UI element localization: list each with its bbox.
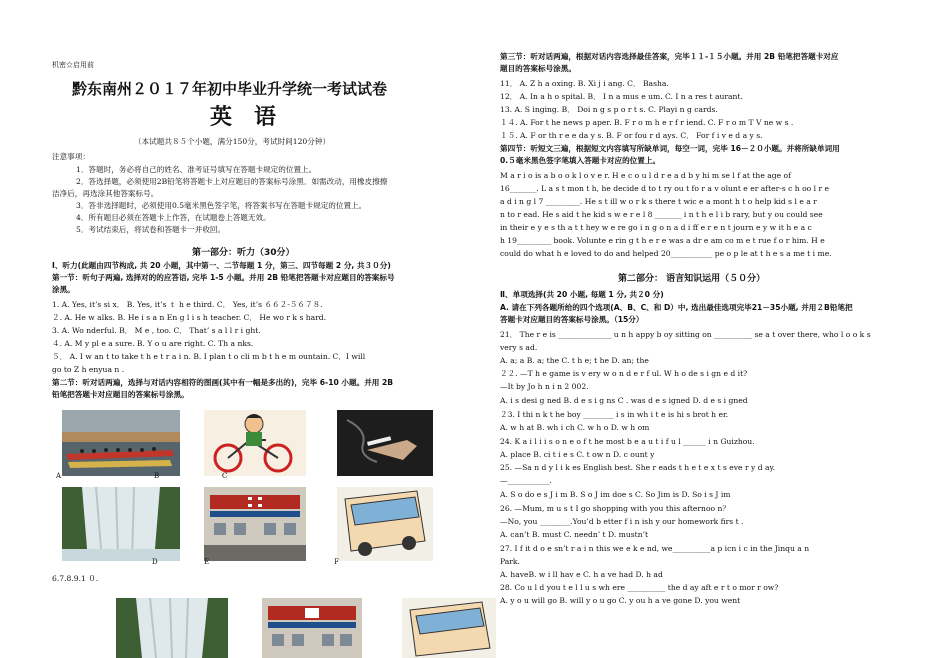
section4-instruction: 0.５毫米黑色签字笔填入答题卡对应的位置上。: [500, 156, 661, 165]
question-22: ２２. —T h e game is v ery w o n d e r f ul. W h o de s i gn e d it?: [500, 369, 748, 378]
passage-line: 16_______. L a s t mon t h, he decide d to t ry ou t fo r a v olunt e er after-s c h oo l r e: [500, 184, 830, 193]
question-25-options: A. S o do e s J i m B. S o J im doe s C. So Jim is D. So i s J im: [500, 490, 731, 499]
question-14: １４. A. For t he news p aper. B. F r o m h e r f r iend. C. F r o m T V ne w s .: [500, 118, 794, 127]
question-5: ５． A. I w an t to take t h e t r a i n. B. I plan t o cli m b t h e m ountain. C．I will: [52, 352, 366, 361]
section1-instruction: 第一节：听句子两遍, 选择对的的应答语, 完毕 1-5 小题。并用 2B 铅笔把答题卡对应题目的答案标号: [52, 273, 395, 282]
section2-instruction: 第二节：听对话两遍，选择与对话内容相符的图画(其中有一幅是多出的)，完毕 6-10 小题。并用 2B: [52, 378, 394, 387]
question-22-cont: —It by Jo h n i n 2 002.: [500, 382, 589, 391]
notice-item: 4．所有题目必须在答题卡上作答，在试题卷上答题无效。: [76, 213, 271, 222]
question-21-options: A. a; a B. a; the C. t h e; t he D. an; the: [500, 356, 649, 365]
question-3: 3. A. Wo nderful. B． M e , too. C． That’ s a l l r i ght.: [52, 326, 261, 335]
notice-item: 1．答题时，务必将自己的姓名、准考证号填写在答题卡规定的位置上。: [76, 165, 317, 174]
question-25-cont: —___________.: [500, 476, 552, 485]
question-28-options: A. y o u will go B. will y o u go C. y ou h a ve gone D. you went: [500, 596, 741, 605]
question-26-cont: —No, you ________.You’d b etter f i n ish y our homework firs t .: [500, 517, 744, 526]
question-5-cont: go to Z h enyua n .: [52, 365, 125, 374]
picture-label: B: [154, 472, 160, 480]
section3-instruction: 题目的答案标号涂黑。: [500, 64, 576, 73]
question-22-options: A. i s desi g ned B. d e s i g ns C . was d e s igned D. d e s i gned: [500, 396, 748, 405]
passage-line: a d i n g l 7 _________. He s t ill w o r k s there t wic e a mont h t o help kid s l e a r: [500, 197, 817, 206]
section1-heading: Ⅰ、听力(此题由四节构成, 共 20 小题，其中第一、二节每题 1 分，第三、四节每题 2 分, 共３０分): [52, 261, 391, 270]
notice-heading: 注意事项：: [52, 152, 90, 161]
section1-instruction: 涂黑。: [52, 285, 75, 294]
confidential-mark: 机密☆启用前: [52, 61, 94, 69]
question-2: ２. A. He w alks. B. He i s a n En g l i s h teacher. C． He wo r k s hard.: [52, 313, 327, 322]
picture-smoking: [337, 410, 433, 476]
question-21: 21． The r e is ______________ u n h appy b oy sitting on __________ se a t over there, who l o o k s: [500, 330, 871, 339]
question-24: 24. K a i l i i s o n e o f t he most b e a u t i f u l ______ i n Guizhou.: [500, 437, 755, 446]
question-27: 27. I f it d o e sn’t r a i n this we e k e nd, we__________a p icn i c in the Jinqu a n: [500, 544, 810, 553]
picture-label: C: [222, 472, 228, 480]
question-27-cont: Park.: [500, 557, 520, 566]
question-numbers: 6.7.8.9.1 ０.: [52, 574, 99, 583]
section3-instruction: 第三节：听对话两遍，根据对话内容选择最佳答案，完毕１１-１５小题。并用 2B 铅笔把答题卡对应: [500, 52, 839, 61]
question-24-options: A. place B. ci t i e s C. t ow n D. c ount y: [500, 450, 655, 459]
notice-item: 5．考试结束后，将试卷和答题卡一并收回。: [76, 225, 226, 234]
exam-note: （本试题共８５个小题，满分150分，考试时间120分钟）: [134, 137, 331, 146]
picture-label: A: [56, 472, 62, 480]
question-28: 28. Co u l d you t e l l u s wh ere __________ the d ay aft e r t o mor r ow?: [500, 583, 779, 592]
passage-line: in their e y e s th a t t hey w e re go i n g o n a d i ff e r e n t journ e y w it h e a c: [500, 223, 812, 232]
question-11: 11． A. Z h a oxing. B. Xi j i ang. C． Basha.: [500, 79, 669, 88]
notice-item: 3．答非选择题时，必须使用0.5毫米黑色签字笔，将答案书写在答题卡规定的位置上。: [76, 201, 367, 210]
question-23-options: A. w h at B. wh i ch C. w h o D. w h om: [500, 423, 650, 432]
exam-title: 黔东南州２０１７年初中毕业升学统一考试试卷: [72, 80, 388, 98]
single-choice-heading: Ⅱ、单项选择(共 20 小题, 每题 1 分, 共２0 分): [500, 290, 664, 299]
question-1: 1. A. Yes, it’s si x． B. Yes, it’s ｔ h e third. C． Yes, it’s ６６２-５６７８.: [52, 300, 323, 309]
question-26: 26. —Mum, m u s t I go shopping with you this afternoo n？: [500, 504, 730, 513]
question-15: １５. A. F or th r e e da y s. B. F or fou r d ays. C． For f i v e d a y s.: [500, 131, 763, 140]
question-23: ２3. I thi n k t he boy ________ i s in wh i t e is hi s brot h er.: [500, 410, 729, 419]
subject-title: 英 语: [210, 104, 277, 130]
passage-line: could do what h e loved to do and helped 20___________ pe o p le at t h e s a me t i me.: [500, 249, 832, 258]
picture-waterfall: [62, 487, 180, 561]
picture-hospital-bottom: [262, 598, 362, 658]
question-27-options: A. haveB. w i ll hav e C. h a ve had D. h ad: [500, 570, 663, 579]
section2-instruction: 铅笔把答题卡对应题目的答案标号涂黑。: [52, 390, 189, 399]
single-choice-instruction: 答题卡对应题目的答案标号涂黑。（15分）: [500, 315, 644, 324]
picture-bus: [337, 487, 433, 561]
question-26-options: A. can’t B. must C. needn’ t D. mustn’t: [500, 530, 649, 539]
passage-line: M a r i o is a b o o k l o v e r. H e c o u l d r e a d b y hi m se l f at the age of: [500, 171, 791, 180]
passage-line: n to r ead. He s aid t he kid s w e r e l 8 _______ i n t h e l i b rary, but y ou could see: [500, 210, 823, 219]
picture-label: F: [334, 558, 339, 566]
passage-line: h 19_________ book. Volunte e rin g t h e r e was a dr e am co m e t rue f o r him. H e: [500, 236, 825, 245]
question-4: ４. A. M y pl e a sure. B. Y o u are right. C. Th a nks.: [52, 339, 254, 348]
picture-boy-cycling: [204, 410, 306, 476]
section4-instruction: 第四节：听短文三遍，根据短文内容填写所缺单词，每空一词，完毕 16－２０小题。并将所缺单词用: [500, 144, 840, 153]
question-21-cont: very s ad.: [500, 343, 538, 352]
picture-label: D: [152, 558, 158, 566]
notice-item: 洁净后，再选涂其他答案标号。: [52, 189, 159, 198]
part2-heading: 第二部分： 语言知识运用（５０分）: [618, 274, 766, 284]
question-12: 12． A. In a h o spital. B． I n a mus e um. C. I n a res t aurant.: [500, 92, 743, 101]
picture-label: E: [204, 558, 210, 566]
notice-item: 2．答选择题，必须使用2B铅笔将答题卡上对应题目的答案标号涂黑．如需改动，用橡皮擦擦: [76, 177, 388, 186]
picture-waterfall-bottom: [116, 598, 228, 658]
picture-bus-bottom: [402, 598, 496, 658]
single-choice-instruction: A. 请在下列各题所给的四个选项(A、B、C、和 D）中, 选出最佳选项完毕21－35小题, 并用２B铅笔把: [500, 303, 853, 312]
part1-heading: 第一部分：听力（30分）: [192, 248, 295, 258]
question-13: 13. A. S inging. B． Doi n g s p o r t s. C. Playi n g cards.: [500, 105, 718, 114]
question-25: 25. —Sa n d y l i k es English best. She r eads t h e t e x t s eve r y d ay.: [500, 463, 776, 472]
picture-dragon-boat: [62, 410, 180, 476]
picture-hospital: [204, 487, 306, 561]
